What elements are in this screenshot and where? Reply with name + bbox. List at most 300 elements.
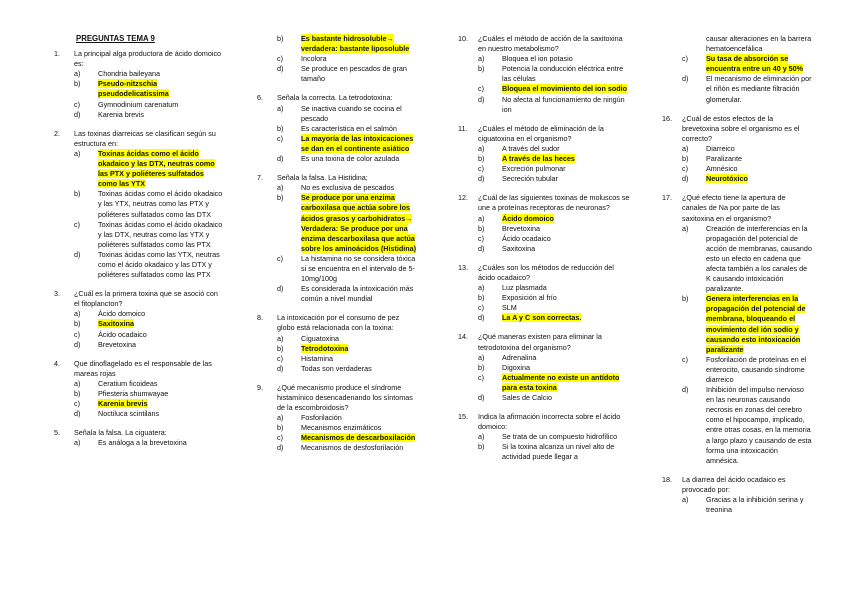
option-letter: a) [478,54,485,64]
option-text: Noctiluca scintilans [98,409,160,419]
question-text: ¿Qué efecto tiene la apertura de canales de Na por parte de las saxitoxina en el organismo? [682,193,786,223]
option-letter: c) [74,219,80,229]
option-text-wrap [706,74,812,104]
option-text-wrap [502,303,630,313]
question-header [662,114,812,144]
option-text-wrap [502,64,630,84]
answer-option [277,254,417,284]
question-header [662,193,812,223]
question-block [257,93,417,164]
option-letter: a) [682,223,689,233]
question-block [458,263,630,324]
option-text: Se inactiva cuando se cocina el pescado [301,103,402,123]
option-text-wrap [98,309,224,319]
option-text: El mecanismo de eliminación por el riñón es mediante filtración glomerular. [706,74,812,104]
page-title: PREGUNTAS TEMA 9 [76,34,155,43]
option-text: SLM [502,303,517,313]
answer-option [682,144,812,154]
option-text-wrap [502,234,630,244]
answer-option [277,334,417,344]
option-letter: c) [74,329,80,339]
highlighted-answer: Genera interferencias en la propagación del potencial de membrana, bloqueando el movimiento del ión sodio y causando esto intoxicación paralizante [706,294,806,354]
option-letter: a) [277,413,284,423]
option-letter: d) [478,393,485,402]
option-text: Sales de Calcio [502,393,552,402]
answer-option [478,95,630,115]
question-header [257,173,417,183]
answer-option [277,54,417,64]
answer-option [682,174,812,184]
answer-option [478,84,630,94]
option-letter: d) [682,385,689,395]
option-text-wrap [502,283,630,293]
option-letter: d) [74,249,81,259]
option-text: Fosforilación de proteínas en el enterocito, causando síndrome diarreico [706,354,807,384]
option-text: Ácido ocadaico [98,329,147,339]
option-text: Toxinas ácidas como las YTX, neutras como el ácido okadaico y las DTX y poliéteres sulfatados como las PTX [98,249,220,280]
answer-option [74,100,224,110]
question-header [458,34,630,54]
option-text-wrap [706,294,812,355]
highlighted-answer: Toxinas ácidas como el ácido okadaico y las DTX, neutras como las PTX y poliéteres sulfatados como las YTX [98,148,215,189]
answer-option [682,294,812,355]
option-letter: c) [74,99,80,109]
answer-option [478,174,630,184]
option-text: Mecanismos enzimáticos [301,423,382,433]
option-text: Gymnodinium carenatum [98,99,179,109]
question-text: Que dinoflagelado es el responsable de las mareas rojas [74,358,212,378]
highlighted-answer: Pseudo-nitzschia pseudodelicatissima [98,79,169,99]
option-letter: a) [478,432,485,442]
answer-option [478,283,630,293]
option-letter: d) [277,64,284,74]
question-block [54,359,224,420]
option-text-wrap [98,250,224,280]
answer-option [74,319,224,329]
option-text: Ácido domoico [98,309,146,319]
question-number: 7. [257,173,263,183]
option-text: Creación de interferencias en la propagación del potencial de acción de membranas, causando esto un efecto en cadena que afecta también a los canales de K causando intoxicación paralizante. [706,223,812,294]
highlighted-answer: Actualmente no existe un antídoto para esta toxina [502,372,620,392]
answer-option [478,214,630,224]
question-text: ¿Cuál es la primera toxina que se asoció con el fitoplancton? [74,289,218,309]
answer-option [478,54,630,64]
highlighted-answer: Neurotóxico [706,174,748,184]
question-header [662,475,812,495]
option-text-wrap [301,413,417,423]
question-header [458,193,630,213]
answer-option [682,355,812,385]
option-letter: c) [682,54,688,64]
option-letter: b) [277,34,284,43]
question-header [257,93,417,103]
option-text-wrap [502,313,630,323]
question-text: ¿Qué mecanismo produce el síndrome histamínico desencadenando los síntomas de la escombroidosis? [277,382,413,413]
option-letter: c) [277,253,283,263]
answer-option [478,353,630,363]
question-text: ¿Cuál de estos efectos de la brevetoxina sobre el organismo es el correcto? [682,113,800,143]
option-text: Todas son verdaderas [301,363,372,373]
option-text-wrap [706,144,812,154]
option-letter: c) [478,372,484,382]
answer-option [74,149,224,189]
answer-option [74,438,224,448]
question-number: 9. [257,382,263,392]
question-text: ¿Cuáles el método de acción de la saxitoxina en nuestro metabolismo? [478,34,623,54]
option-letter: b) [74,79,81,89]
highlighted-answer: Es bastante hidrosoluble→ verdadera: bastante liposoluble [301,34,410,54]
option-text-wrap [98,220,224,250]
option-letter: d) [682,74,689,84]
option-letter: b) [478,362,485,372]
answer-option [277,154,417,164]
answer-option [277,433,417,443]
option-text: Fosforilación [301,413,342,423]
option-text: causar alteraciones en la barrera hematoencefálica [706,34,812,54]
option-text-wrap [98,100,224,110]
option-letter: c) [478,303,484,313]
option-text-wrap [502,174,630,184]
question-header [54,129,224,149]
question-text: Señala la falsa. La Histidina; [277,173,368,183]
question-text: ¿Cuáles el método de eliminación de la ciguatoxina en el organismo? [478,123,604,143]
option-text-wrap [502,214,630,224]
highlighted-answer: Karenia brevis [98,399,148,409]
option-text-wrap [706,355,812,385]
option-text-wrap [301,354,417,364]
option-text: Brevetoxina [502,223,540,233]
option-text-wrap [98,379,224,389]
option-text: Mecanismos de desfosforilación [301,443,404,453]
answer-option [277,284,417,304]
question-number: 17. [662,193,672,203]
answer-option [277,344,417,354]
answer-option [74,379,224,389]
question-block [54,49,224,120]
option-text-wrap [502,373,630,393]
question-text: Señala la correcta. La tetrodotoxina: [277,93,393,103]
option-text-wrap [502,244,630,254]
answer-option [277,183,417,193]
question-header [458,412,630,432]
question-text: ¿Cuál de las siguientes toxinas de moluscos se une a proteínas receptoras de neuronas? [478,193,630,213]
answer-option [478,164,630,174]
option-text-wrap [706,174,812,184]
question-block [662,34,812,105]
option-text-wrap [98,340,224,350]
option-text-wrap [301,154,417,164]
option-text: Gracias a la inhibición serina y treonina [706,495,804,515]
option-text: Chondria baileyana [98,69,160,79]
answer-option [74,389,224,399]
option-text-wrap [502,432,630,442]
option-letter: a) [682,143,689,153]
option-letter: a) [74,148,81,158]
answer-option [74,330,224,340]
option-text-wrap [301,193,417,254]
question-block [54,289,224,350]
option-letter: d) [277,363,284,373]
answer-option [478,303,630,313]
option-text-wrap [502,224,630,234]
answer-option [277,124,417,134]
option-text: Toxinas ácidas como el ácido okadaico y las YTX, neutras como las PTX y poliéteres sulfatados como las DTX [98,189,223,219]
highlighted-answer: Su tasa de absorción se encuentra entre un 40 y 50% [706,54,804,74]
question-number: 16. [662,113,672,123]
answer-option [682,54,812,74]
option-text: Bloquea el ion potasio [502,54,573,64]
option-letter: a) [74,69,81,79]
option-text-wrap [98,399,224,409]
option-text-wrap [98,79,224,99]
option-text-wrap [98,438,224,448]
option-text-wrap [301,54,417,64]
option-text-wrap [706,164,812,174]
question-text: ¿Cuáles son los métodos de reducción del ácido ocadaico? [478,262,614,282]
option-letter: c) [478,84,484,94]
option-letter: a) [74,309,81,319]
option-letter: c) [277,353,283,363]
question-number: 6. [257,93,263,103]
option-text: Incolora [301,54,327,64]
option-text-wrap [301,34,417,54]
answer-option [277,423,417,433]
option-text-wrap [706,385,812,466]
option-text-wrap [502,95,630,115]
option-letter: b) [277,193,284,203]
option-text: Potencia la conducción eléctrica entre las células [502,64,624,84]
option-letter [682,34,706,54]
option-text: La histamina no se considera tóxica si se encuentra en el intervalo de 5-10mg/100g [301,253,416,284]
option-text-wrap [301,433,417,443]
question-text: ¿Qué maneras existen para eliminar la tetrodotoxina del organismo? [478,332,602,352]
option-text-wrap [706,154,812,164]
answer-option [682,224,812,295]
option-text-wrap [502,293,630,303]
option-text: Digoxina [502,362,530,372]
option-letter: a) [682,495,689,505]
highlighted-answer: Ácido domoico [502,213,554,223]
option-text-wrap [301,134,417,154]
question-number: 12. [458,193,468,203]
option-text-wrap [502,353,630,363]
option-letter: d) [478,174,485,184]
column-3 [458,34,630,472]
answer-option [682,164,812,174]
answer-option [277,413,417,423]
option-text: A través del sudor [502,143,560,153]
question-block [54,428,224,448]
option-letter: d) [277,154,284,164]
column-1 [54,34,224,457]
answer-option [478,234,630,244]
option-text: Es una toxina de color azulada [301,154,400,164]
highlighted-answer: Se produce por una enzima carboxilasa que actúa sobre los ácidos grasos y carbohidratos→ Verdadera: Se produce por una enzima descarboxilasa que actúa sobre los aminoácidos (Histidina) [301,193,417,253]
question-header [458,124,630,144]
option-letter: c) [682,354,688,364]
highlighted-answer: Mecanismos de descarboxilación [301,433,416,443]
question-number: 3. [54,289,60,299]
option-letter: b) [682,294,689,304]
question-number: 5. [54,428,60,438]
option-letter: d) [74,409,81,419]
answer-option [74,340,224,350]
answer-option [478,393,630,403]
highlighted-answer: La A y C son correctas. [502,313,582,323]
option-text: Se trata de un compuesto hidrofílico [502,432,618,442]
option-text: Saxitoxina [502,243,536,253]
option-letter: d) [478,94,485,104]
highlighted-answer: Tetrodotoxina [301,343,349,353]
option-letter: b) [682,154,689,164]
question-header [54,289,224,309]
question-block [257,383,417,454]
answer-option [74,250,224,280]
option-text: Paralizante [706,154,742,164]
question-number: 2. [54,128,60,138]
option-text-wrap [301,183,417,193]
question-block [458,332,630,403]
option-letter: b) [478,223,485,233]
question-number: 8. [257,313,263,323]
answer-option [478,64,630,84]
answer-option [277,354,417,364]
answer-option [682,34,812,54]
option-letter: b) [277,423,284,433]
option-text: Excreción pulmonar [502,164,566,174]
option-text-wrap [301,344,417,354]
option-text-wrap [502,154,630,164]
option-letter: c) [277,433,283,443]
answer-option [478,442,630,462]
question-block [662,475,812,515]
question-text: Señala la falsa. La ciguatera: [74,428,167,438]
option-text: Amnésico [706,164,738,174]
option-text: Ácido ocadaico [502,233,551,243]
option-text-wrap [301,284,417,304]
answer-option [74,220,224,250]
question-number: 14. [458,332,468,342]
option-letter: d) [277,443,284,453]
option-text-wrap [706,495,812,515]
option-text: Diarreico [706,143,735,153]
option-letter: a) [478,213,485,223]
option-letter: d) [478,243,485,253]
option-text-wrap [502,363,630,373]
answer-option [478,313,630,323]
option-letter: b) [74,389,81,398]
option-letter: a) [277,333,284,343]
answer-option [478,244,630,254]
option-text: Toxinas ácidas como el ácido okadaico y las DTX, neutras como las YTX y poliéteres sulfatados como las PTX [98,219,223,249]
option-text: No afecta al funcionamiento de ningún ion [502,94,625,114]
question-number: 4. [54,358,60,368]
answer-option [74,189,224,219]
option-text-wrap [502,164,630,174]
option-text-wrap [301,443,417,453]
option-letter: d) [74,109,81,119]
highlighted-answer: Saxitoxina [98,319,134,329]
question-text: La intoxicación por el consumo de pez globo está relacionada con la toxina: [277,313,400,333]
column-4 [662,34,812,524]
option-text: Es característica en el salmón [301,123,397,133]
option-text: Luz plasmada [502,283,547,293]
option-text: Exposición al frío [502,293,557,303]
option-text-wrap [301,254,417,284]
option-text: Pfiesteria shumwayae [98,389,169,398]
answer-option [277,193,417,254]
option-letter: c) [277,133,283,143]
answer-option [478,432,630,442]
answer-option [277,104,417,124]
question-number: 13. [458,262,468,272]
option-letter: d) [277,284,284,294]
option-letter: c) [478,164,484,174]
answer-option [478,293,630,303]
option-text: Karenia brevis [98,109,144,119]
option-text-wrap [502,54,630,64]
question-header [257,313,417,333]
option-text-wrap [502,144,630,154]
answer-option [74,69,224,79]
option-text-wrap [98,319,224,329]
highlighted-answer: La mayoría de las intoxicaciones se dan en el continente asiático [301,133,414,153]
option-letter: b) [478,293,485,303]
question-header [257,383,417,413]
option-letter: a) [478,143,485,153]
answer-option [682,495,812,515]
answer-option [682,74,812,104]
option-letter: a) [277,103,284,113]
highlighted-answer: Bloquea el movimiento del ion sodio [502,84,627,94]
option-letter: b) [74,189,81,199]
answer-option [478,154,630,164]
answer-option [277,64,417,84]
option-letter: a) [478,283,485,293]
option-text: Inhibición del impulso nervioso en las neuronas causando necrosis en zonas del cerebro como el hipocampo, implicado, entre otras cosas, en la memoria a largo plazo y causando de esta forma una intoxicación amnésica. [706,385,812,465]
answer-option [277,364,417,374]
answer-option [277,34,417,54]
option-text-wrap [301,124,417,134]
question-text: La principal alga productora de ácido domoico es: [74,49,222,69]
option-letter: a) [277,183,284,193]
option-text: Secreción tubular [502,174,558,184]
question-text: Las toxinas diarreicas se clasifican según su estructura en: [74,128,216,148]
option-text-wrap [98,389,224,399]
question-header [458,263,630,283]
question-number: 15. [458,412,468,422]
answer-option [277,134,417,154]
option-text-wrap [502,84,630,94]
option-text-wrap [98,189,224,219]
option-letter: b) [478,442,485,452]
option-letter: d) [682,174,689,184]
option-text-wrap [502,442,630,462]
answer-option [478,373,630,393]
answer-option [682,385,812,466]
option-text-wrap [301,364,417,374]
column-2 [257,34,417,463]
option-letter: a) [74,438,81,448]
option-text-wrap [98,409,224,419]
option-letter: b) [277,123,284,133]
option-letter: d) [478,313,485,323]
question-block [458,412,630,462]
option-letter: a) [74,378,81,388]
option-letter: c) [682,164,688,174]
question-block [257,173,417,304]
option-text: Es análoga a la brevetoxina [98,438,187,448]
